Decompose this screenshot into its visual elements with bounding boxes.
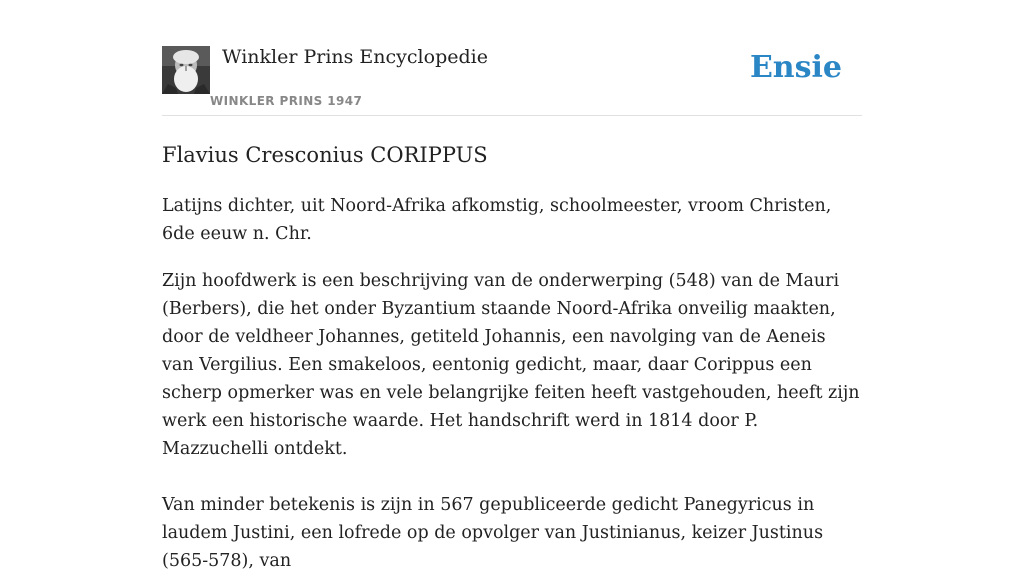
source-avatar[interactable] [162,46,210,94]
portrait-image [162,46,210,94]
article-header [162,46,862,116]
ensie-logo[interactable]: Ensie [749,50,842,85]
article-paragraph: Latijns dichter, uit Noord-Afrika afkomstig, schoolmeester, vroom Christen, 6de eeuw n. Chr. [162,196,832,244]
article-paragraph: Zijn hoofdwerk is een beschrijving van de onderwerping (548) van de Mauri (Berbers), die het onder Byzantium staande Noord-Afrika onveilig maakten, door de veldheer Johannes, getiteld Johannis, een navolging van de Aeneis van Vergilius. Een smakeloos, eentonig gedicht, maar, daar Corippus een scherp opmerker was en vele belangrijke feiten heeft vastgehouden, heeft zijn werk een historische waarde. Het handschrift werd in 1814 door P. Mazzuchelli ontdekt. [162,271,860,459]
source-name[interactable]: Winkler Prins Encyclopedie [222,46,488,68]
source-edition-label: WINKLER PRINS 1947 [210,94,363,108]
header-divider [162,115,862,116]
article-paragraph: Van minder betekenis is zijn in 567 gepubliceerde gedicht Panegyricus in laudem Justini, een lofrede op de opvolger van Justinianus, keizer Justinus (565-578), van [162,495,824,571]
article-content [162,140,862,575]
article-title: Flavius Cresconius CORIPPUS [162,143,488,167]
